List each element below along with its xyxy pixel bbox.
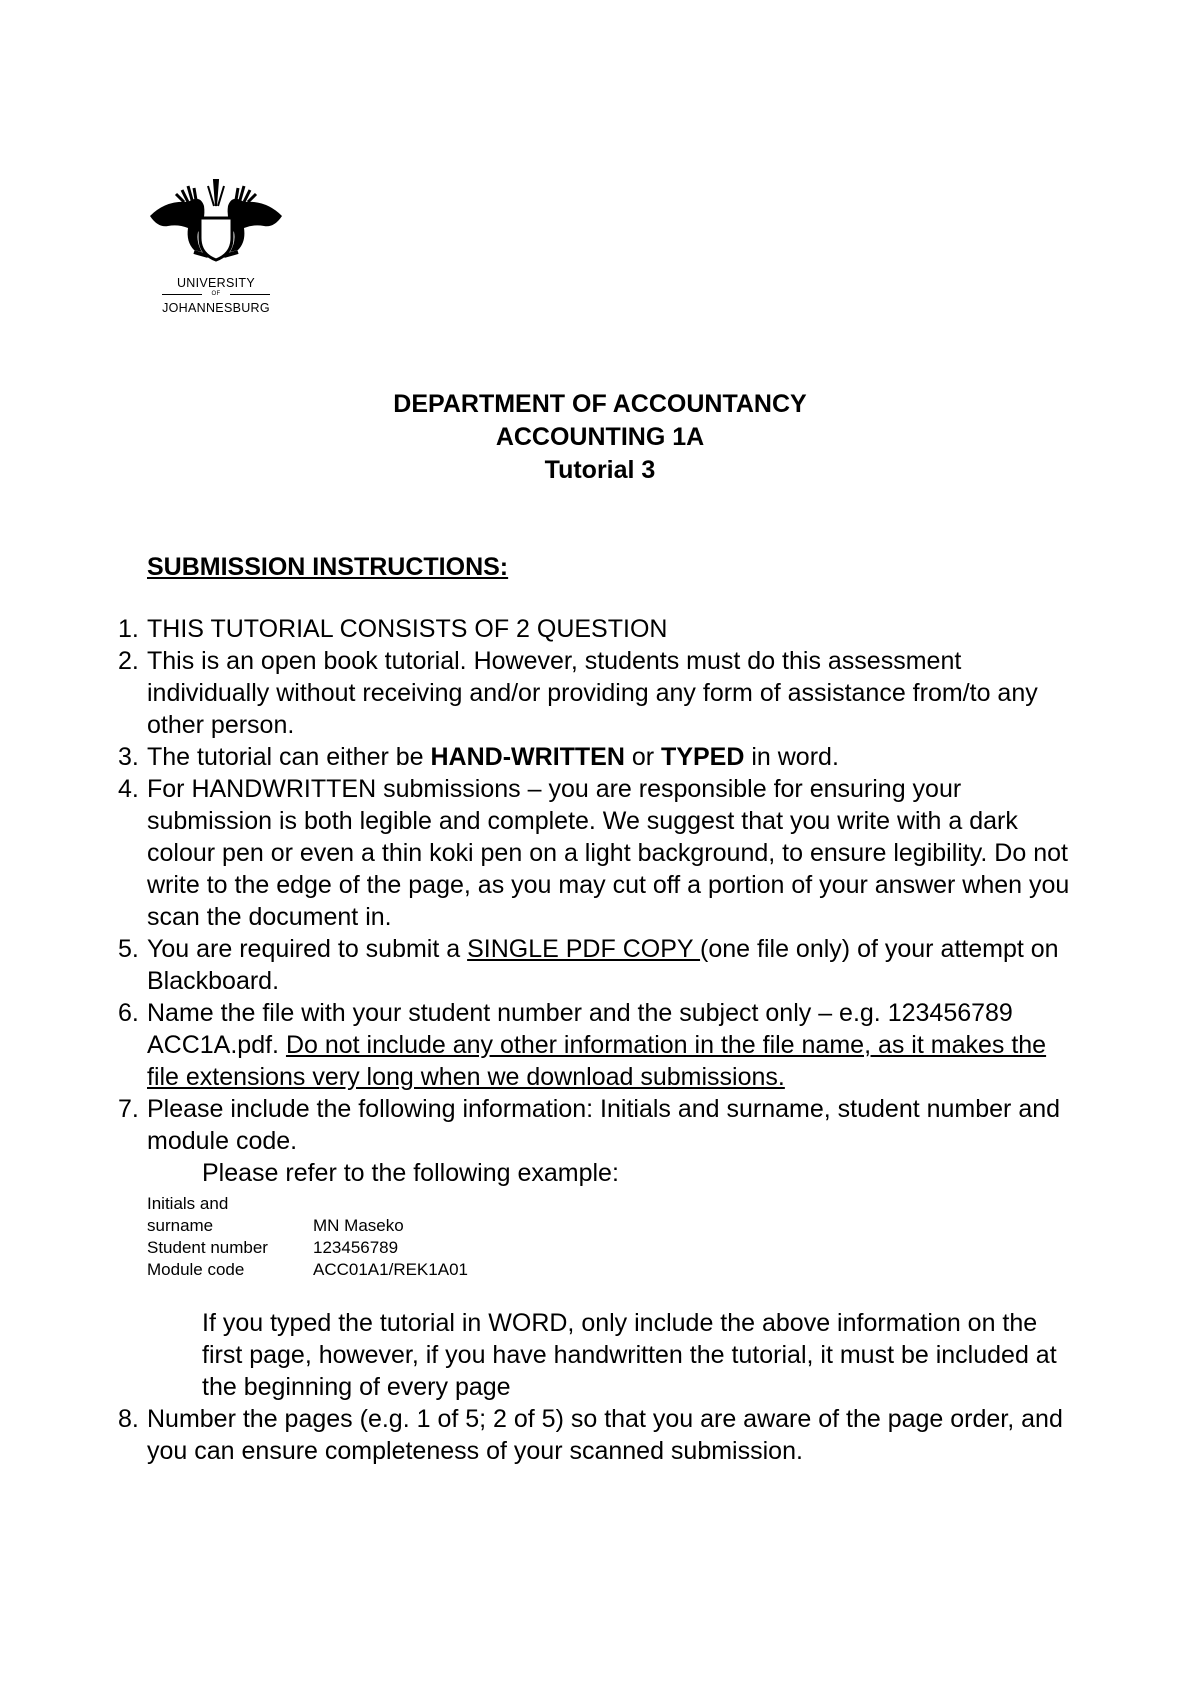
submission-instructions-heading: SUBMISSION INSTRUCTIONS: <box>147 553 509 581</box>
example-note: If you typed the tutorial in WORD, only include the above information on the first page, however, if you have handwritten the tutorial, it must be included at the beginning of every page <box>202 1309 1057 1401</box>
example-lead: Please refer to the following example: <box>202 1159 619 1187</box>
item-number: 1. <box>118 615 139 643</box>
item-number: 7. <box>118 1095 139 1123</box>
example-label: Student number <box>147 1238 268 1257</box>
item-text: (one file only) of your attempt on Blackboard. <box>147 935 1059 995</box>
item-text: You are required to submit a <box>147 935 468 963</box>
table-row <box>147 1193 468 1215</box>
item-text: The tutorial can either be <box>147 743 431 771</box>
example-label: surname <box>147 1216 214 1235</box>
item-text-underlined: SINGLE PDF COPY <box>467 935 701 963</box>
example-label: Module code <box>147 1260 245 1279</box>
instructions-list <box>118 613 1078 1467</box>
example-value: MN Maseko <box>313 1216 404 1235</box>
university-logo <box>148 176 296 321</box>
item-number: 6. <box>118 999 139 1027</box>
item-text: Name the file with your student number and the subject only – e.g. 123456789 ACC1A.pdf. <box>147 999 1013 1059</box>
list-item <box>118 997 1078 1093</box>
item-text-bold: TYPED <box>661 743 745 771</box>
item-number: 8. <box>118 1405 139 1433</box>
crest-birds-icon <box>148 176 284 276</box>
table-row <box>147 1215 468 1237</box>
example-table <box>147 1193 468 1281</box>
list-item <box>118 645 1078 741</box>
item-number: 2. <box>118 647 139 675</box>
logo-text-of: OF <box>211 291 221 297</box>
item-text: For HANDWRITTEN submissions – you are responsible for ensuring your submission is both legible and complete. We suggest that you write with a dark colour pen or even a thin koki pen on a light background, to ensure legibility. Do not write to the edge of the page, as you may cut off a portion of your answer when you scan the document in. <box>147 775 1070 931</box>
course-title: ACCOUNTING 1A <box>495 423 705 451</box>
item-text: This is an open book tutorial. However, students must do this assessment individually without receiving and/or providing any form of assistance from/to any other person. <box>147 647 1038 739</box>
list-item <box>118 741 1078 773</box>
example-value: ACC01A1/REK1A01 <box>313 1260 468 1279</box>
list-item <box>118 933 1078 997</box>
list-item <box>118 1093 1078 1403</box>
department-title: DEPARTMENT OF ACCOUNTANCY <box>393 390 807 418</box>
item-text: THIS TUTORIAL CONSISTS OF 2 QUESTION <box>147 615 668 643</box>
logo-text-university: UNIVERSITY <box>176 276 255 290</box>
item-text: Please include the following information: Initials and surname, student number and module code. <box>147 1095 1061 1155</box>
item-number: 5. <box>118 935 139 963</box>
tutorial-title: Tutorial 3 <box>544 456 656 484</box>
item-number: 4. <box>118 775 139 803</box>
example-value: 123456789 <box>313 1238 399 1257</box>
table-row <box>147 1259 468 1281</box>
example-label: Initials and <box>147 1194 229 1213</box>
list-item <box>118 1403 1078 1467</box>
item-text: in word. <box>744 743 839 771</box>
item-text-bold: HAND-WRITTEN <box>430 743 625 771</box>
item-number: 3. <box>118 743 139 771</box>
list-item <box>118 613 1078 645</box>
logo-rule-right <box>230 294 270 295</box>
logo-text-johannesburg: JOHANNESBURG <box>162 301 270 315</box>
item-text: Number the pages (e.g. 1 of 5; 2 of 5) so that you are aware of the page order, and you can ensure completeness of your scanned submission. <box>147 1405 1063 1465</box>
list-item <box>118 773 1078 933</box>
item-text: or <box>624 743 662 771</box>
table-row <box>147 1237 468 1259</box>
item-text-underlined: Do not include any other information in the file name, as it makes the file extensions very long when we download submissions. <box>147 1031 1047 1091</box>
